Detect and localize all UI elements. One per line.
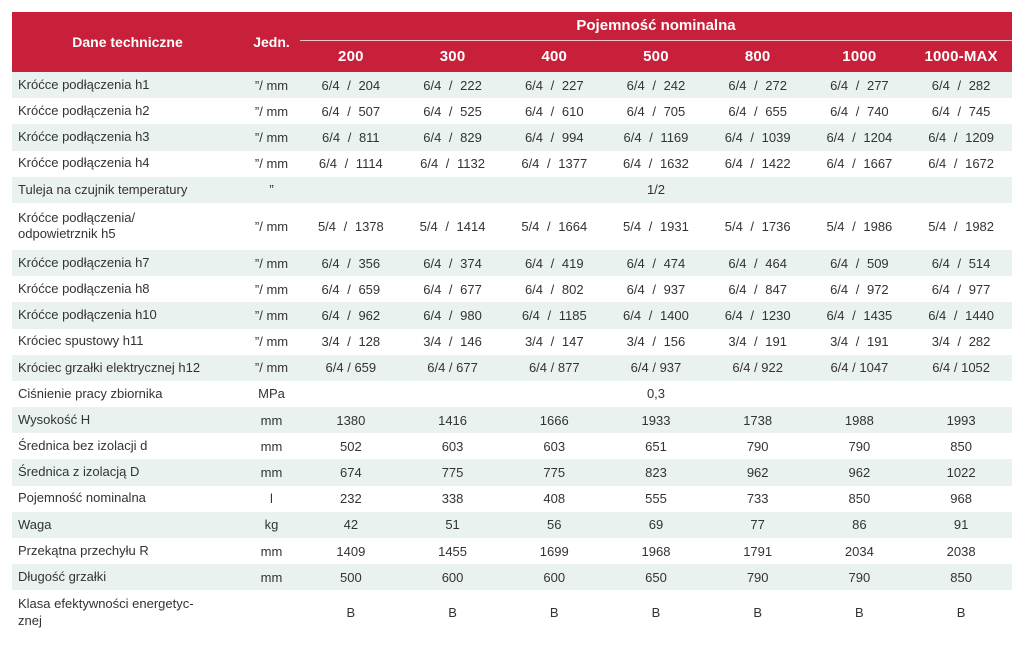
unit-cell: ”	[269, 182, 274, 198]
row-h1	[12, 72, 1012, 98]
label-cell: Króćce podłączenia h3	[18, 129, 150, 145]
row-h7	[12, 250, 1012, 276]
label-cell: Króćce podłączenia h10	[18, 307, 157, 323]
value-1000: 6/4 / 509	[830, 255, 889, 271]
row-h11	[12, 329, 1012, 355]
value-800: 3/4 / 191	[728, 334, 787, 350]
header-col-500: 500	[605, 40, 707, 72]
value-500: 3/4 / 156	[626, 334, 686, 350]
value-1000: 2034	[844, 543, 874, 559]
value-1000-max: 6/4 / 1209	[928, 129, 995, 145]
value-1000-max: 91	[953, 517, 969, 533]
technical-data-table	[12, 12, 1012, 635]
value-400: 6/4 / 1185	[521, 307, 587, 323]
row-h4	[12, 151, 1012, 177]
label-cell: Długość grzałki	[18, 569, 107, 585]
unit-cell: kg	[264, 517, 279, 533]
value-400: 5/4 / 1664	[521, 218, 588, 234]
unit-cell: mm	[260, 543, 283, 559]
value-300: 6/4 / 1132	[420, 156, 485, 172]
value-400: 6/4 / 610	[524, 103, 584, 119]
value-400: 6/4 / 419	[524, 255, 584, 271]
label-cell: Króćce podłączenia/ odpowietrznik h5	[18, 209, 136, 242]
header-row-top	[12, 12, 1012, 40]
value-300: 3/4 / 146	[423, 334, 482, 350]
value-all-capacities: 0,3	[646, 386, 666, 402]
value-200: 502	[340, 438, 362, 454]
value-400: 3/4 / 147	[524, 334, 584, 350]
value-1000: 6/4 / 972	[830, 281, 889, 297]
row-h12	[12, 355, 1012, 381]
row-weight	[12, 512, 1012, 538]
value-800: 6/4 / 464	[728, 255, 787, 271]
value-1000-max: 850	[950, 569, 972, 585]
value-800: 6/4 / 1422	[724, 156, 791, 172]
unit-cell: ”/ mm	[254, 218, 289, 234]
row-sensor-sleeve	[12, 177, 1012, 203]
unit-cell: ”/ mm	[254, 77, 289, 93]
value-500: 6/4 / 474	[626, 255, 686, 271]
value-500: 5/4 / 1931	[623, 218, 689, 234]
header-jedn: Jedn.	[243, 12, 300, 72]
label-cell: Króćce podłączenia h1	[18, 76, 150, 92]
value-1000-max: 850	[950, 438, 972, 454]
value-300: 6/4 / 677	[423, 281, 482, 297]
value-1000-max: 1993	[946, 412, 976, 428]
label-cell: Króciec grzałki elektrycznej h12	[18, 359, 201, 375]
value-1000-max: 6/4 / 282	[931, 77, 991, 93]
value-300: 600	[441, 569, 464, 585]
value-400: 6/4 / 877	[528, 360, 580, 376]
value-300: 6/4 / 374	[423, 255, 482, 271]
value-200: 6/4 / 659	[325, 360, 377, 376]
row-nominal-capacity	[12, 486, 1012, 512]
value-400: B	[549, 605, 559, 621]
value-800: 5/4 / 1736	[724, 218, 791, 234]
value-400: 6/4 / 802	[524, 281, 584, 297]
value-400: 1666	[539, 412, 569, 428]
value-1000: 6/4 / 1435	[826, 307, 893, 323]
unit-cell: mm	[260, 412, 283, 428]
row-working-pressure	[12, 381, 1012, 407]
value-500: 6/4 / 937	[626, 281, 686, 297]
label-cell: Króćce podłączenia h8	[18, 280, 150, 296]
header-col-1000-max: 1000-MAX	[910, 40, 1012, 72]
unit-cell: MPa	[258, 386, 285, 402]
value-1000-max: 6/4 / 514	[931, 255, 991, 271]
label-cell: Średnica bez izolacji d	[18, 438, 148, 454]
value-500: 6/4 / 937	[630, 360, 682, 376]
value-300: 775	[441, 465, 464, 481]
value-500: 6/4 / 242	[626, 77, 686, 93]
value-1000: 6/4 / 1047	[830, 360, 889, 376]
value-1000-max: 1022	[946, 465, 976, 481]
value-500: 823	[645, 465, 667, 481]
row-h8	[12, 276, 1012, 302]
label-cell: Króćce podłączenia h7	[18, 254, 150, 270]
value-800: 6/4 / 272	[728, 77, 787, 93]
unit-cell: ”/ mm	[254, 307, 289, 323]
row-h3	[12, 124, 1012, 150]
unit-cell	[243, 590, 300, 635]
value-200: 42	[343, 517, 359, 533]
row-diameter-without-insulation	[12, 433, 1012, 459]
unit-cell: mm	[260, 438, 283, 454]
value-800: 1791	[743, 543, 773, 559]
value-200: 6/4 / 356	[321, 255, 381, 271]
header-col-1000: 1000	[809, 40, 911, 72]
value-1000: 850	[848, 491, 871, 507]
value-800: 6/4 / 922	[732, 360, 783, 376]
unit-cell: ”/ mm	[254, 281, 289, 297]
value-800: 6/4 / 1039	[724, 129, 791, 145]
value-1000-max: 5/4 / 1982	[928, 218, 995, 234]
value-800: B	[753, 605, 762, 621]
value-1000-max: 968	[950, 491, 972, 507]
label-cell: Przekątna przechyłu R	[18, 542, 149, 558]
value-400: 600	[543, 569, 566, 585]
unit-cell: ”/ mm	[254, 156, 289, 172]
value-500: 555	[645, 491, 667, 507]
value-800: 962	[746, 465, 769, 481]
value-800: 6/4 / 847	[728, 281, 787, 297]
value-500: 6/4 / 705	[626, 103, 686, 119]
value-1000-max: 6/4 / 745	[931, 103, 991, 119]
value-1000: 6/4 / 1204	[826, 129, 893, 145]
row-height-h	[12, 407, 1012, 433]
row-energy-class	[12, 590, 1012, 635]
value-400: 408	[543, 491, 566, 507]
value-300: 6/4 / 222	[423, 77, 482, 93]
value-1000-max: B	[956, 605, 966, 621]
value-1000-max: 3/4 / 282	[931, 334, 991, 350]
value-1000: 86	[852, 517, 867, 533]
value-1000-max: 2038	[946, 543, 976, 559]
unit-cell: mm	[260, 465, 283, 481]
value-500: 651	[645, 438, 667, 454]
label-cell: Ciśnienie pracy zbiornika	[18, 385, 163, 401]
value-1000: 962	[848, 465, 871, 481]
value-200: 3/4 / 128	[321, 334, 381, 350]
value-200: 6/4 / 204	[321, 77, 381, 93]
label-cell: Króćce podłączenia h4	[18, 155, 150, 171]
value-1000-max: 6/4 / 977	[931, 281, 991, 297]
value-500: 650	[645, 569, 667, 585]
value-1000: B	[855, 605, 864, 621]
value-300: 1416	[438, 412, 468, 428]
header-col-400: 400	[503, 40, 605, 72]
value-800: 733	[746, 491, 769, 507]
value-200: 6/4 / 659	[321, 281, 381, 297]
row-h2	[12, 98, 1012, 124]
value-400: 1699	[539, 543, 569, 559]
value-1000-max: 6/4 / 1672	[928, 156, 995, 172]
value-1000: 3/4 / 191	[830, 334, 889, 350]
value-300: 6/4 / 525	[423, 103, 482, 119]
value-200: 674	[340, 465, 362, 481]
unit-cell: ”/ mm	[254, 255, 289, 271]
value-400: 775	[543, 465, 566, 481]
value-500: B	[651, 605, 661, 621]
value-200: 6/4 / 1114	[318, 156, 383, 172]
row-tilt-diagonal-r	[12, 538, 1012, 564]
value-300: 5/4 / 1414	[419, 218, 486, 234]
value-200: 500	[340, 569, 362, 585]
value-300: 338	[441, 491, 464, 507]
value-1000: 6/4 / 740	[830, 103, 889, 119]
row-diameter-with-insulation	[12, 459, 1012, 485]
value-200: 1409	[336, 543, 366, 559]
label-cell: Waga	[18, 516, 52, 532]
value-all-capacities: 1/2	[646, 182, 666, 198]
header-col-300: 300	[402, 40, 504, 72]
value-800: 790	[746, 438, 769, 454]
value-800: 77	[750, 517, 765, 533]
unit-cell: l	[270, 491, 273, 507]
value-200: 5/4 / 1378	[317, 218, 384, 234]
table-header	[12, 12, 1012, 72]
value-400: 603	[543, 438, 566, 454]
value-400: 6/4 / 994	[524, 129, 584, 145]
value-300: 603	[441, 438, 464, 454]
unit-cell: mm	[260, 569, 283, 585]
value-300: 6/4 / 677	[427, 360, 478, 376]
value-500: 1968	[641, 543, 671, 559]
value-300: 6/4 / 829	[423, 129, 482, 145]
label-cell: Króćce podłączenia h2	[18, 103, 150, 119]
label-cell: Średnica z izolacją D	[18, 464, 140, 480]
value-800: 6/4 / 1230	[724, 307, 791, 323]
header-col-200: 200	[300, 40, 402, 72]
value-1000: 1988	[844, 412, 874, 428]
label-cell: Tuleja na czujnik temperatury	[18, 181, 188, 197]
header-col-800: 800	[707, 40, 809, 72]
value-1000: 5/4 / 1986	[826, 218, 893, 234]
unit-cell: ”/ mm	[254, 334, 289, 350]
value-500: 6/4 / 1632	[623, 156, 689, 172]
value-300: 6/4 / 980	[423, 307, 482, 323]
table-body	[12, 72, 1012, 635]
label-cell: Króciec spustowy h11	[18, 333, 144, 349]
row-h5	[12, 203, 1012, 250]
value-300: 1455	[438, 543, 468, 559]
value-200: 6/4 / 811	[322, 129, 380, 145]
label-cell: Klasa efektywności energetyc- znej	[18, 596, 194, 628]
value-200: B	[346, 605, 356, 621]
value-800: 6/4 / 655	[728, 103, 787, 119]
value-200: 6/4 / 507	[321, 103, 381, 119]
value-400: 6/4 / 227	[524, 77, 584, 93]
value-800: 1738	[743, 412, 773, 428]
value-500: 69	[648, 517, 664, 533]
value-400: 6/4 / 1377	[521, 156, 588, 172]
label-cell: Wysokość H	[18, 411, 91, 427]
row-h10	[12, 302, 1012, 328]
unit-cell: ”/ mm	[254, 103, 289, 119]
value-300: 51	[445, 517, 460, 533]
row-heater-length	[12, 564, 1012, 590]
value-200: 232	[340, 491, 362, 507]
value-1000: 790	[848, 569, 871, 585]
value-1000-max: 6/4 / 1440	[928, 307, 995, 323]
unit-cell: ”/ mm	[254, 129, 289, 145]
value-200: 6/4 / 962	[321, 307, 381, 323]
value-1000: 790	[848, 438, 871, 454]
value-800: 790	[746, 569, 769, 585]
header-dane-techniczne: Dane techniczne	[12, 12, 243, 72]
value-1000: 6/4 / 1667	[826, 156, 893, 172]
value-500: 6/4 / 1169	[623, 129, 689, 145]
value-300: B	[448, 605, 457, 621]
label-cell: Pojemność nominalna	[18, 490, 146, 506]
unit-cell: ”/ mm	[254, 360, 289, 376]
header-pojemnosc-nominalna: Pojemność nominalna	[300, 12, 1012, 40]
value-500: 1933	[641, 412, 671, 428]
value-500: 6/4 / 1400	[623, 307, 689, 323]
value-1000: 6/4 / 277	[830, 77, 889, 93]
value-200: 1380	[336, 412, 366, 428]
value-400: 56	[547, 517, 562, 533]
value-1000-max: 6/4 / 1052	[932, 360, 991, 376]
